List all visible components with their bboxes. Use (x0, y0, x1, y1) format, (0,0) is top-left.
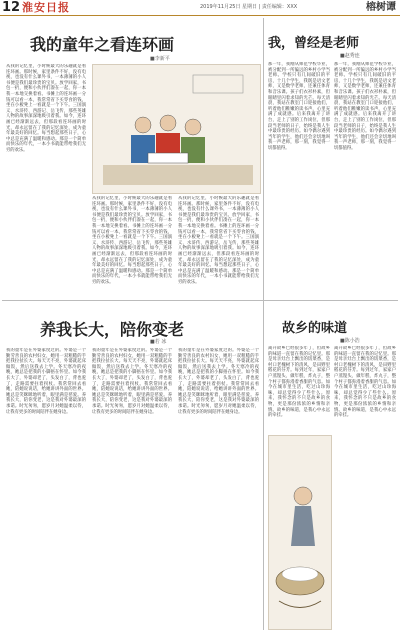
article-byline-2: ■赵秀连 (340, 53, 360, 59)
article-body-2-col-2: 那一年，我刚从师范学校毕业，被分配到一所偏远的乡村小学当老师。学校只有几间破旧的平房，十几个学生，我既是语文老师，又是数学老师，还兼任体育和音乐课。孩子们衣衫朴素，但眼睛里闪着求知的光芒。每天清晨，我站在教室门口迎接他们，听着他们稚嫩的读书声，心里充满了成就感。后来我离开了讲台，走上了别的工作岗位，但那段当老师的日子，始终是我人生中最珍贵的经历。如今偶尔遇到当年的学生，他们还会亲切地叫我一声老师，那一刻，我觉得一切都值得。 (334, 62, 396, 151)
article-byline-4: ■陈小浩 (340, 338, 360, 344)
section-name: 榕树谭 (366, 2, 396, 13)
article-body-1-col-1: 从我的记忆里，小时候最大的乐趣就是看连环画。那时候，家里条件不好，没有电视，也没有什么课外书，一本薄薄的小人书便是我们最珍贵的宝贝。放学回家，书包一扔，便和小伙伴们凑在一起，你一本我一本地交换着看。书摊上的连环画一分钱可以看一本，我常常省下买零食的钱，坐在小板凳上一看就是一个下午。三国演义、水浒传、西游记、岳飞传，那些英雄人物的故事深深地吸引着我。如今，连环画已经渐渐远去，但那段看连环画的时光，却永远留在了我的记忆深处，成为童年最美好的回忆。每当想起那些日子，心中总是充满了温暖和感动。那是一个简单而快乐的年代，一本小书就能带给我们无穷的欢乐。 (6, 64, 86, 153)
article-body-1-col-3: 从我的记忆里，小时候最大的乐趣就是看连环画。那时候，家里条件不好，没有电视，也没有什么课外书，一本薄薄的小人书便是我们最珍贵的宝贝。放学回家，书包一扔，便和小伙伴们凑在一起，你一本我一本地交换着看。书摊上的连环画一分钱可以看一本，我常常省下买零食的钱，坐在小板凳上一看就是一个下午。三国演义、水浒传、西游记、岳飞传，那些英雄人物的故事深深地吸引着我。如今，连环画已经渐渐远去，但那段看连环画的时光，却永远留在了我的记忆深处，成为童年最美好的回忆。每当想起那些日子，心中总是充满了温暖和感动。那是一个简单而快乐的年代，一本小书就能带给我们无穷的欢乐。 (178, 196, 259, 285)
article-title-3: 养我长大，陪你变老 (40, 320, 185, 339)
grandmother-baby-illustration (268, 435, 332, 630)
article-body-4-col-1: 离开故乡已经很多年了，但故乡的味道一直留在我的记忆里。那是母亲灶台上飘出的饭菜香，是村口老槐树下的清风，是田野里稻花的芬芳。每到过年，家家户户蒸馒头、做年糕、炸丸子，整个村子都弥漫着香甜的气息。如今在城市里生活，吃过山珍海味，却总觉得少了些什么。原来，我怀念的不只是故乡的食物，更是那份浓浓的乡情和亲情。故乡的味道，是我心中永远的牵挂。 (268, 346, 330, 419)
row-divider (2, 300, 398, 301)
article-body-3-col-3: 我的童年是在外婆家度过的。外婆是一个勤劳善良的农村妇女，她用一双粗糙的手把我拉扯长大。每天天不亮，外婆就起床做饭，然后送我去上学。冬天寒冷的夜晚，她总是把我的小脚捂在怀里。如今我长大了，外婆却老了，头发白了，背也驼了，走路需要拄着拐杖。我常常回去看她，陪她说说话，给她讲讲外面的世界。她总是笑眯眯地听着，眼里满是慈爱。养我长大，陪你变老，这是我对外婆最深的承诺。时光匆匆，愿岁月对她温柔以待，让我有更多的时间陪伴在她身边。 (178, 348, 259, 415)
article-body-2-col-1: 那一年，我刚从师范学校毕业，被分配到一所偏远的乡村小学当老师。学校只有几间破旧的平房，十几个学生，我既是语文老师，又是数学老师，还兼任体育和音乐课。孩子们衣衫朴素，但眼睛里闪着求知的光芒。每天清晨，我站在教室门口迎接他们，听着他们稚嫩的读书声，心里充满了成就感。后来我离开了讲台，走上了别的工作岗位，但那段当老师的日子，始终是我人生中最珍贵的经历。如今偶尔遇到当年的学生，他们还会亲切地叫我一声老师，那一刻，我觉得一切都值得。 (268, 62, 330, 151)
comic-reading-illustration (92, 64, 261, 194)
paper-name: 淮安日报 (22, 1, 70, 14)
article-title-2: 我，曾经是老师 (268, 36, 360, 51)
article-byline-3: ■若 冰 (150, 339, 167, 345)
masthead (0, 0, 400, 16)
column-divider (263, 18, 264, 630)
article-body-3-col-1: 我的童年是在外婆家度过的。外婆是一个勤劳善良的农村妇女，她用一双粗糙的手把我拉扯长大。每天天不亮，外婆就起床做饭，然后送我去上学。冬天寒冷的夜晚，她总是把我的小脚捂在怀里。如今我长大了，外婆却老了，头发白了，背也驼了，走路需要拄着拐杖。我常常回去看她，陪她说说话，给她讲讲外面的世界。她总是笑眯眯地听着，眼里满是慈爱。养我长大，陪你变老，这是我对外婆最深的承诺。时光匆匆，愿岁月对她温柔以待，让我有更多的时间陪伴在她身边。 (6, 348, 86, 415)
kids-reading-comics-picture (93, 65, 260, 193)
article-title-1: 我的童年之看连环画 (30, 35, 175, 54)
article-body-4-col-2: 离开故乡已经很多年了，但故乡的味道一直留在我的记忆里。那是母亲灶台上飘出的饭菜香，是村口老槐树下的清风，是田野里稻花的芬芳。每到过年，家家户户蒸馒头、做年糕、炸丸子，整个村子都弥漫着香甜的气息。如今在城市里生活，吃过山珍海味，却总觉得少了些什么。原来，我怀念的不只是故乡的食物，更是那份浓浓的乡情和亲情。故乡的味道，是我心中永远的牵挂。 (334, 346, 396, 419)
article-title-4: 故乡的味道 (282, 321, 348, 336)
masthead-meta: 2019年11月25日 星期日 | 责任编辑：XXX (200, 4, 298, 10)
article-body-3-col-2: 我的童年是在外婆家度过的。外婆是一个勤劳善良的农村妇女，她用一双粗糙的手把我拉扯长大。每天天不亮，外婆就起床做饭，然后送我去上学。冬天寒冷的夜晚，她总是把我的小脚捂在怀里。如今我长大了，外婆却老了，头发白了，背也驼了，走路需要拄着拐杖。我常常回去看她，陪她说说话，给她讲讲外面的世界。她总是笑眯眯地听着，眼里满是慈爱。养我长大，陪你变老，这是我对外婆最深的承诺。时光匆匆，愿岁月对她温柔以待，让我有更多的时间陪伴在她身边。 (92, 348, 172, 415)
cradle-picture (269, 436, 331, 629)
article-byline-1: ■李新平 (150, 56, 170, 62)
article-body-1-col-2: 从我的记忆里，小时候最大的乐趣就是看连环画。那时候，家里条件不好，没有电视，也没有什么课外书，一本薄薄的小人书便是我们最珍贵的宝贝。放学回家，书包一扔，便和小伙伴们凑在一起，你一本我一本地交换着看。书摊上的连环画一分钱可以看一本，我常常省下买零食的钱，坐在小板凳上一看就是一个下午。三国演义、水浒传、西游记、岳飞传，那些英雄人物的故事深深地吸引着我。如今，连环画已经渐渐远去，但那段看连环画的时光，却永远留在了我的记忆深处，成为童年最美好的回忆。每当想起那些日子，心中总是充满了温暖和感动。那是一个简单而快乐的年代，一本小书就能带给我们无穷的欢乐。 (92, 196, 172, 285)
page-number: 12 (2, 0, 21, 15)
